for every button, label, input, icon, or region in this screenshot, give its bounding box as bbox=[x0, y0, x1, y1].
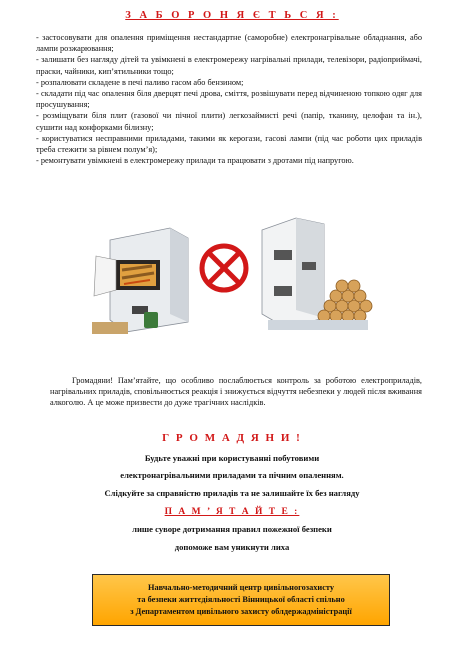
list-item: - ремонтувати увімкнені в електромережу прилади та працювати з дротами під напругою. bbox=[36, 156, 354, 166]
list-item: - складати під час опалення біля дверцят печі дрова, сміття, розвішувати перед відчиненою топкою одяг для просушування; bbox=[36, 89, 422, 110]
list-item: - застосовувати для опалення приміщення нестандартне (саморобне) електронагрівальне обладнання, або лампи розжарювання; bbox=[36, 33, 422, 54]
prohibition-sign-icon bbox=[202, 246, 246, 290]
footer-line-1: Навчально-методичний центр цивільногозахисту bbox=[147, 583, 335, 592]
list-item: - залишати без нагляду дітей та увімкнені в електромережу нагрівальні прилади, телевізори, радіоприймачі, праски, чайники, кип’ятильники тощо; bbox=[36, 55, 422, 76]
careful-line-1: Будьте уважні при користуванні побутовими bbox=[144, 453, 320, 463]
stove-with-firewood-icon bbox=[262, 218, 372, 330]
list-item: - користуватися несправними приладами, такими як керогази, гасові лампи (під час роботи цих приладів треба стежити за рівнем полум’я); bbox=[36, 133, 422, 155]
stove-with-open-firebox-icon bbox=[92, 228, 188, 334]
remember-line-1: лише суворе дотримання правил пожежної безпеки bbox=[132, 524, 332, 534]
organization-footer bbox=[92, 574, 390, 626]
fire-safety-illustration bbox=[92, 210, 374, 338]
list-item: - розпалювати складене в печі паливо гасом або бензином; bbox=[36, 77, 244, 87]
page-title-forbidden: З А Б О Р О Н Я Є Т Ь С Я : bbox=[125, 10, 339, 21]
careful-line-2: електронагрівальними приладами та пічним опаленням. bbox=[120, 470, 344, 480]
careful-line-3: Слідкуйте за справністю приладів та не залишайте їх без нагляду bbox=[104, 488, 360, 498]
footer-line-3: з Департаментом цивільного захисту облдержадміністрації bbox=[130, 607, 352, 616]
remember-line-2: допоможе вам уникнути лиха bbox=[174, 542, 290, 552]
remember-heading: П А М ’ Я Т А Й Т Е : bbox=[164, 507, 300, 517]
prohibitions-list bbox=[36, 32, 422, 166]
warning-paragraph: Громадяни! Пам’ятайте, що особливо послаблюється контроль за роботою електроприладів, нагрівальних приладів, сповільнюється реакція і знижується відчуття небезпеки у людей після вживання алкоголю. А це може призвести до дуже трагічних наслідків. bbox=[50, 376, 422, 408]
citizens-heading: Г Р О М А Д Я Н И ! bbox=[162, 432, 302, 444]
footer-line-2: та безпеки життєдіяльності Вінницької області спільно bbox=[137, 595, 345, 604]
list-item: - розміщувати біля плит (газової чи пічної плити) легкозаймисті речі (папір, тканину, целофан та ін.), сушити над конфорками білизну; bbox=[36, 111, 422, 132]
